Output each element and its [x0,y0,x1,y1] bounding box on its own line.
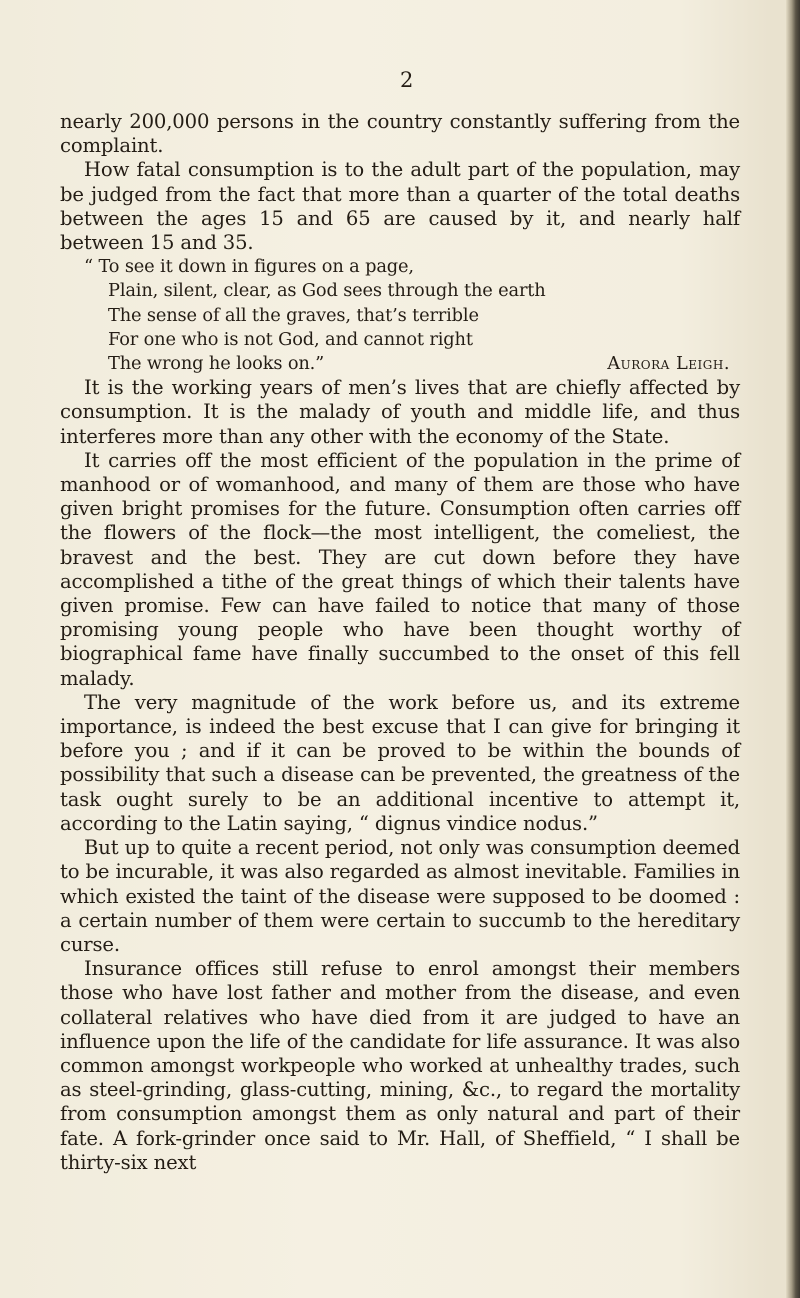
paragraph-4: It carries off the most efficient of the population in the prime of manhood or of womanhood, and many of them are those who have given bright promises for the future. Consumption often carries off the flowers of the flock—the most intelligent, the comeliest, the bravest and the best. They are cut down before they have accomplished a tithe of the great things of which their talents have given promise. Few can have failed to notice that many of those promising young people who have been thought worthy of biographical fame have finally succumbed to the onset of this fell malady. [60,448,740,690]
poem-line-5: The wrong he looks on.” [108,353,325,375]
poem-line-4: For one who is not God, and cannot right [108,328,473,350]
poem-last-line-row [84,352,740,376]
poem-line-1: “ To see it down in figures on a page, [84,256,414,278]
paragraph-2: How fatal consumption is to the adult part of the population, may be judged from the fact that more than a quarter of the total deaths between the ages 15 and 65 are caused by it, and nearly half between 15 and 35. [60,158,740,255]
paragraph-6: But up to quite a recent period, not only was consumption deemed to be incurable, it was also regarded as almost inevitable. Families in which existed the taint of the disease were supposed to be doomed : a certain number of them were certain to succumb to the hereditary curse. [60,836,740,956]
poem-line-3: The sense of all the graves, that’s terrible [108,304,479,326]
poem-line-2: Plain, silent, clear, as God sees through the earth [108,280,546,302]
paragraph-3: It is the working years of men’s lives that are chiefly affected by consumption. It is the malady of youth and middle life, and thus interferes more than any other with the economy of the State. [60,376,740,448]
poem-quotation [60,255,740,376]
page-text [60,110,740,1175]
paragraph-5: The very magnitude of the work before us, and its extreme importance, is indeed the best excuse that I can give for bringing it before you ; and if it can be proved to be within the bounds of possibility that such a disease can be prevented, the greatness of the task ought surely to be an additional incentive to attempt it, according to the Latin saying, “ dignus vindice nodus.” [60,690,740,835]
paragraph-1: nearly 200,000 persons in the country constantly suffering from the complaint. [60,110,740,158]
page-edge-shadow [786,0,800,1298]
paragraph-7: Insurance offices still refuse to enrol amongst their members those who have lost father and mother from the disease, and even collateral relatives who have died from it are judged to have an influence upon the life of the candidate for life assurance. It was also common amongst workpeople who worked at unhealthy trades, such as steel-grinding, glass-cutting, mining, &c., to regard the mortality from consumption amongst them as only natural and part of their fate. A fork-grinder once said to Mr. Hall, of Sheffield, “ I shall be thirty-six next [60,957,740,1174]
page-number: 2 [400,68,414,92]
poem-attribution: Aurora Leigh. [607,353,730,375]
